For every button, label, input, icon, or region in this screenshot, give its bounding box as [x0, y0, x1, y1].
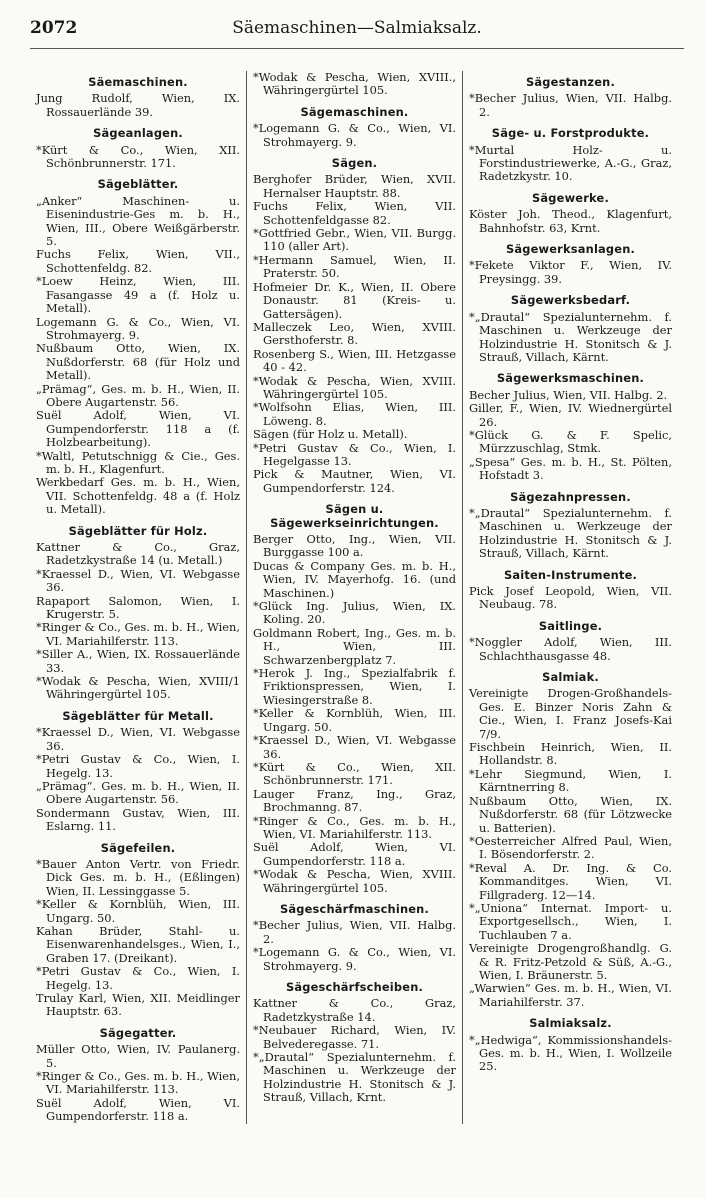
directory-entry: *„Hedwiga“, Kommissionshandels-Ges. m. b. H., Wien, I. Wollzeile 25. — [469, 1032, 672, 1074]
directory-entry: *Gottfried Gebr., Wien, VII. Burgg. 110 (aller Art). — [253, 226, 456, 254]
directory-entry: *Becher Julius, Wien, VII. Halbg. 2. — [469, 91, 672, 119]
directory-entry: Suël Adolf, Wien, VI. Gumpendorferstr. 118 a. — [253, 840, 456, 868]
directory-entry: *Loew Heinz, Wien, III. Fasangasse 49 a (f. Holz u. Metall). — [36, 274, 240, 316]
directory-entry: *Petri Gustav & Co., Wien, I. Hegelg. 13. — [36, 752, 240, 780]
section-heading: Salmiaksalz. — [529, 1016, 612, 1031]
directory-entry: *„Uniona“ Internat. Import- u. Exportgesellsch., Wien, I. Tuchlauben 7 a. — [469, 900, 672, 942]
section-heading: Sägeblätter für Holz. — [68, 523, 208, 538]
directory-entry: *Keller & Kornblüh, Wien, III. Ungarg. 50. — [253, 706, 456, 734]
directory-entry: *Hermann Samuel, Wien, II. Praterstr. 50. — [253, 252, 456, 281]
directory-entry: *Bauer Anton Vertr. von Friedr. Dick Ges. m. b. H., (Eßlingen) Wien, II. Lessinggasse 5. — [36, 856, 240, 898]
section-heading: Sägezahnpressen. — [510, 489, 631, 504]
directory-entry: Fischbein Heinrich, Wien, II. Hollandstr. 8. — [469, 740, 672, 768]
directory-entry: Sägen (für Holz u. Metall). — [253, 427, 408, 442]
page-header — [30, 18, 684, 49]
column-right — [462, 71, 678, 1124]
section-heading: Sägegatter. — [99, 1025, 177, 1040]
directory-entry: *Ringer & Co., Ges. m. b. H., Wien, VI. Mariahilferstr. 113. — [36, 1069, 240, 1097]
column-middle — [246, 71, 462, 1124]
directory-entry: Ducas & Company Ges. m. b. H., Wien, IV. Mayerhofg. 16. (und Maschinen.) — [253, 558, 456, 600]
running-title: Säemaschinen—Salmiaksalz. — [232, 18, 482, 38]
directory-entry: Trulay Karl, Wien, XII. Meidlinger Hauptstr. 63. — [36, 991, 240, 1019]
directory-entry: Vereinigte Drogengroßhandlg. G. & R. Fritz-Petzold & Süß, A.-G., Wien, I. Bräunerstr. 5. — [469, 941, 672, 982]
directory-entry: *Waltl, Petutschnigg & Cie., Ges. m. b. H., Klagenfurt. — [36, 448, 240, 476]
section-heading: Sägewerke. — [532, 190, 609, 205]
directory-entry: Köster Joh. Theod., Klagenfurt, Bahnhofstr. 63, Krnt. — [469, 207, 672, 235]
directory-entry: *Kraessel D., Wien, VI. Webgasse 36. — [36, 566, 240, 595]
section-heading: Sägemaschinen. — [300, 104, 409, 119]
directory-entry: *Becher Julius, Wien, VII. Halbg. 2. — [253, 918, 456, 946]
section-heading: Sägewerksbedarf. — [510, 293, 631, 308]
directory-entry: *Kraessel D., Wien, VI. Webgasse 36. — [36, 725, 240, 753]
directory-entry: „Warwien“ Ges. m. b. H., Wien, VI. Mariahilferstr. 37. — [469, 981, 672, 1009]
directory-entry: *„Drautal“ Spezialunternehm. f. Maschinen u. Werkzeuge der Holzindustrie H. Stonitsch & J. Strauß, Villach, Krnt. — [253, 1050, 456, 1105]
directory-entry: *Noggler Adolf, Wien, III. Schlachthausgasse 48. — [469, 635, 672, 663]
directory-entry: Rosenberg S., Wien, III. Hetzgasse 40 - 42. — [253, 346, 456, 375]
directory-entry: Nußbaum Otto, Wien, IX. Nußdorferstr. 68 (für Holz und Metall). — [36, 341, 240, 383]
directory-entry: *Murtal Holz- u. Forstindustriewerke, A.-G., Graz, Radetzkystr. 10. — [469, 142, 672, 184]
directory-entry: Kahan Brüder, Stahl- u. Eisenwarenhandelsges., Wien, I., Graben 17. (Dreikant). — [36, 923, 240, 965]
directory-entry: Hofmeier Dr. K., Wien, II. Obere Donaustr. 81 (Kreis- u. Gattersägen). — [253, 279, 456, 321]
directory-entry: *Glück G. & F. Spelic, Mürzzuschlag, Stmk. — [469, 427, 672, 456]
directory-entry: „Prämag“, Ges. m. b. H., Wien, II. Obere Augartenstr. 56. — [36, 381, 240, 409]
directory-entry: Giller, F., Wien, IV. Wiednergürtel 26. — [469, 401, 672, 429]
column-left — [30, 71, 246, 1124]
section-heading: Saiten-Instrumente. — [503, 567, 638, 582]
section-heading: Saitlinge. — [538, 618, 603, 633]
directory-entry: *Oesterreicher Alfred Paul, Wien, I. Bösendorferstr. 2. — [469, 833, 672, 862]
directory-entry: „Prämag“. Ges. m. b. H., Wien, II. Obere Augartenstr. 56. — [36, 778, 240, 807]
directory-entry: *Siller A., Wien, IX. Rossauerlände 33. — [36, 647, 240, 675]
directory-entry: Werkbedarf Ges. m. b. H., Wien, VII. Schottenfeldg. 48 a (f. Holz u. Metall). — [36, 475, 240, 517]
directory-entry: Pick Josef Leopold, Wien, VII. Neubaug. 78. — [469, 584, 672, 612]
directory-entry: *Reval A. Dr. Ing. & Co. Kommanditges. Wien, VI. Fillgraderg. 12—14. — [469, 860, 672, 902]
section-heading: Sägewerksmaschinen. — [496, 371, 645, 386]
section-heading: Sägestanzen. — [526, 75, 615, 89]
directory-entry: Logemann G. & Co., Wien, VI. Strohmayerg. 9. — [36, 314, 240, 342]
directory-entry: *Wodak & Pescha, Wien, XVIII. Währingergürtel 105. — [253, 373, 456, 401]
directory-entry: Vereinigte Drogen-Großhandels-Ges. E. Binzer Noris Zahn & Cie., Wien, I. Franz Josefs-Kai 7/9. — [469, 686, 672, 741]
section-heading: Sägeblätter für Metall. — [62, 708, 214, 723]
directory-entry: *Logemann G. & Co., Wien, VI. Strohmayerg. 9. — [253, 945, 456, 973]
directory-entry: *Herok J. Ing., Spezialfabrik f. Friktionspressen, Wien, I. Wiesingerstraße 8. — [253, 666, 456, 707]
section-heading: Sägeschärfmaschinen. — [279, 901, 430, 916]
directory-entry: *Kürt & Co., Wien, XII. Schönbrunnerstr. 171. — [253, 759, 456, 788]
section-heading: Säge- u. Forstprodukte. — [491, 126, 650, 141]
directory-entry: Becher Julius, Wien, VII. Halbg. 2. — [469, 387, 668, 402]
directory-entry: Goldmann Robert, Ing., Ges. m. b. H., Wien, III. Schwarzenbergplatz 7. — [253, 625, 456, 667]
directory-entry: *Ringer & Co., Ges. m. b. H., Wien, VI. Mariahilferstr. 113. — [36, 620, 240, 648]
directory-entry: Malleczek Leo, Wien, XVIII. Gersthoferstr. 8. — [253, 319, 456, 348]
directory-entry: Lauger Franz, Ing., Graz, Brochmanng. 87. — [253, 786, 456, 815]
directory-entry: Pick & Mautner, Wien, VI. Gumpendorferstr. 124. — [253, 467, 456, 495]
directory-entry: Jung Rudolf, Wien, IX. Rossauerlände 39. — [36, 91, 240, 119]
page-number: 2072 — [30, 18, 78, 38]
directory-entry: Berghofer Brüder, Wien, XVII. Hernalser Hauptstr. 88. — [253, 172, 456, 200]
directory-entry: *Petri Gustav & Co., Wien, I. Hegelg. 13. — [36, 964, 240, 992]
directory-entry: *Fekete Viktor F., Wien, IV. Preysingg. 39. — [469, 258, 672, 286]
section-heading: Sägeanlagen. — [93, 126, 183, 141]
directory-entry: *„Drautal“ Spezialunternehm. f. Maschinen u. Werkzeuge der Holzindustrie H. Stonitsch & J. Strauß, Villach, Kärnt. — [469, 505, 672, 561]
directory-entry: Fuchs Felix, Wien, VII., Schottenfeldg. 82. — [36, 247, 240, 275]
directory-entry: Kattner & Co., Graz, Radetzkystraße 14. — [253, 996, 456, 1024]
directory-entry: Rapaport Salomon, Wien, I. Krugerstr. 5. — [36, 593, 240, 622]
directory-entry: Kattner & Co., Graz, Radetzkystraße 14 (u. Metall.) — [36, 540, 240, 568]
directory-entry: Berger Otto, Ing., Wien, VII. Burggasse 100 a. — [253, 532, 456, 560]
directory-entry: *„Drautal“ Spezialunternehm. f. Maschinen u. Werkzeuge der Holzindustrie H. Stonitsch & J. Strauß, Villach, Kärnt. — [469, 309, 672, 364]
directory-entry: *Keller & Kornblüh, Wien, III. Ungarg. 50. — [36, 897, 240, 925]
directory-entry: *Glück Ing. Julius, Wien, IX. Koling. 20. — [253, 599, 456, 627]
section-heading: Säemaschinen. — [88, 75, 188, 89]
directory-entry: „Spesa“ Ges. m. b. H., St. Pölten, Hofstadt 3. — [469, 454, 672, 483]
directory-entry: Nußbaum Otto, Wien, IX. Nußdorferstr. 68 (für Lötzwecke u. Batterien). — [469, 793, 672, 835]
directory-entry: *Wolfsohn Elias, Wien, III. Löweng. 8. — [253, 400, 456, 428]
directory-entry: Fuchs Felix, Wien, VII. Schottenfeldgasse 82. — [253, 199, 456, 227]
section-heading: Sägeblätter. — [97, 177, 179, 192]
directory-entry: *Kürt & Co., Wien, XII. Schönbrunnerstr. 171. — [36, 142, 240, 171]
directory-entry: Suël Adolf, Wien, VI. Gumpendorferstr. 118 a (f. Holzbearbeitung). — [36, 408, 240, 450]
directory-entry: *Ringer & Co., Ges. m. b. H., Wien, VI. Mariahilferstr. 113. — [253, 813, 456, 841]
section-heading: Salmiak. — [542, 670, 599, 685]
directory-entry: Sondermann Gustav, Wien, III. Eslarng. 11. — [36, 805, 240, 834]
directory-entry: „Anker“ Maschinen- u. Eisenindustrie-Ges m. b. H., Wien, III., Obere Weißgärberstr. 5. — [36, 193, 240, 249]
directory-entry: *Lehr Siegmund, Wien, I. Kärntnerring 8. — [469, 766, 672, 795]
section-heading: Sägen. — [331, 156, 378, 171]
directory-entry: *Wodak & Pescha, Wien, XVIII/1 Währingergürtel 105. — [36, 674, 240, 702]
columns-container — [30, 71, 684, 1124]
directory-entry: *Logemann G. & Co., Wien, VI. Strohmayerg. 9. — [253, 121, 456, 149]
directory-entry: Müller Otto, Wien, IV. Paulanerg. 5. — [36, 1042, 240, 1070]
directory-entry: *Kraessel D., Wien, VI. Webgasse 36. — [253, 733, 456, 761]
directory-entry: *Neubauer Richard, Wien, IV. Belvederegasse. 71. — [253, 1023, 456, 1051]
directory-entry: Suël Adolf, Wien, VI. Gumpendorferstr. 118 a. — [36, 1095, 240, 1124]
directory-entry: *Wodak & Pescha, Wien, XVIII. Währingergürtel 105. — [253, 867, 456, 895]
section-heading: Sägewerksanlagen. — [505, 242, 636, 257]
section-heading: Sägefeilen. — [100, 840, 176, 855]
directory-entry: *Petri Gustav & Co., Wien, I. Hegelgasse 13. — [253, 440, 456, 468]
section-heading: Sägeschärfscheiben. — [285, 980, 424, 994]
section-heading: Sägen u. Sägewerkseinrichtungen. — [270, 502, 439, 530]
directory-entry: *Wodak & Pescha, Wien, XVIII., Währingergürtel 105. — [253, 70, 456, 98]
